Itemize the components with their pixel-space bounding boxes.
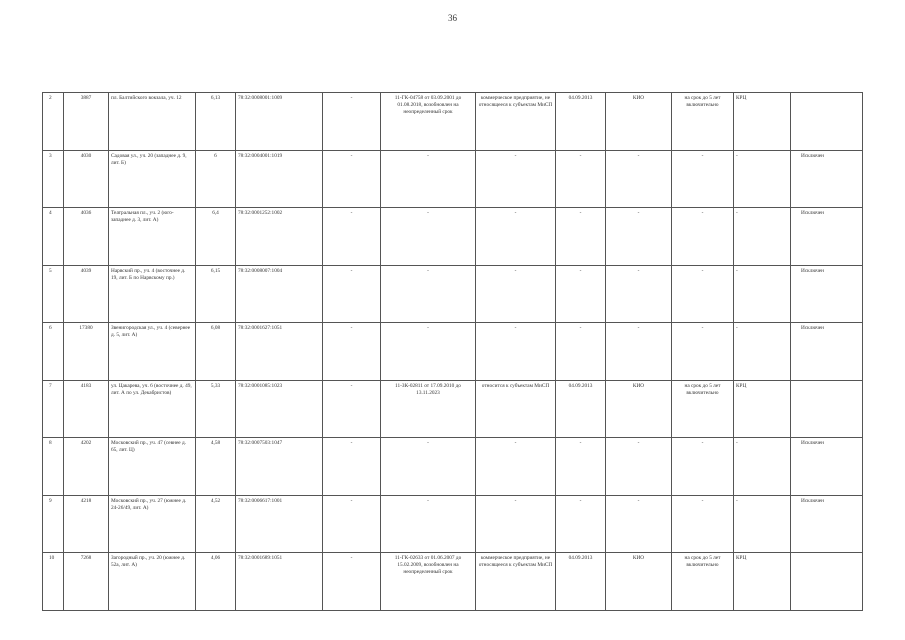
date-cell: - <box>556 323 606 381</box>
address-cell: Садовая ул., уч. 20 (западнее д. 9, лит. Б) <box>109 150 196 208</box>
object-id-cell: 3887 <box>64 93 109 151</box>
authority-cell: КИО <box>606 553 672 611</box>
organizer-cell: КРЦ <box>734 380 791 438</box>
column-5-cell: - <box>323 93 381 151</box>
registry-body <box>43 93 863 611</box>
cadastral-number-cell: 78:32:0001627:1051 <box>236 323 323 381</box>
column-5-cell: - <box>323 323 381 381</box>
contract-cell: - <box>381 265 476 323</box>
row-number-cell: 10 <box>43 553 64 611</box>
column-5-cell: - <box>323 265 381 323</box>
contract-cell: 11-ГК-02633 от 01.06.2007 до 15.02.2009, возобновлен на неопределенный срок <box>381 553 476 611</box>
note-cell: Исключен <box>791 495 863 553</box>
authority-cell: - <box>606 208 672 266</box>
object-id-cell: 4036 <box>64 208 109 266</box>
address-cell: Московский пр., уч. 47 (севнее д. 65, лит. Ц) <box>109 438 196 496</box>
note-cell: Исключен <box>791 208 863 266</box>
cadastral-number-cell: 78:32:0007503:1047 <box>236 438 323 496</box>
area-cell: 6,13 <box>196 93 236 151</box>
object-id-cell: 4039 <box>64 265 109 323</box>
table-row <box>43 495 863 553</box>
tenant-category-cell: коммерческое предприятие, не относящееся к субъектам МиСП <box>476 553 556 611</box>
authority-cell: - <box>606 495 672 553</box>
date-cell: - <box>556 150 606 208</box>
note-cell: Исключен <box>791 438 863 496</box>
authority-cell: - <box>606 150 672 208</box>
address-cell: Нарвский пр., уч. 4 (восточнее д. 19, лит. Б по Нарвскому пр.) <box>109 265 196 323</box>
area-cell: 4,58 <box>196 438 236 496</box>
note-cell: Исключен <box>791 265 863 323</box>
table-row <box>43 93 863 151</box>
organizer-cell: КРЦ <box>734 93 791 151</box>
term-cell: на срок до 5 лет включительно <box>672 553 734 611</box>
organizer-cell: - <box>734 150 791 208</box>
date-cell: 04.09.2013 <box>556 93 606 151</box>
date-cell: - <box>556 265 606 323</box>
cadastral-number-cell: 78:32:0001085:1023 <box>236 380 323 438</box>
organizer-cell: - <box>734 265 791 323</box>
address-cell: Звенигородская ул., уч. 4 (севернее д. 5, лит. А) <box>109 323 196 381</box>
organizer-cell: - <box>734 323 791 381</box>
tenant-category-cell: - <box>476 323 556 381</box>
authority-cell: - <box>606 265 672 323</box>
cadastral-number-cell: 78:32:0001689:1051 <box>236 553 323 611</box>
note-cell <box>791 380 863 438</box>
object-id-cell: 4218 <box>64 495 109 553</box>
term-cell: - <box>672 208 734 266</box>
column-5-cell: - <box>323 438 381 496</box>
area-cell: 6,4 <box>196 208 236 266</box>
cadastral-number-cell: 78:32:0004001:1019 <box>236 150 323 208</box>
tenant-category-cell: - <box>476 150 556 208</box>
contract-cell: - <box>381 150 476 208</box>
contract-cell: - <box>381 323 476 381</box>
row-number-cell: 2 <box>43 93 64 151</box>
contract-cell: - <box>381 438 476 496</box>
row-number-cell: 7 <box>43 380 64 438</box>
term-cell: на срок до 5 лет включительно <box>672 93 734 151</box>
column-5-cell: - <box>323 553 381 611</box>
term-cell: - <box>672 495 734 553</box>
cadastral-number-cell: 78:32:0008001:1009 <box>236 93 323 151</box>
table-row <box>43 553 863 611</box>
authority-cell: - <box>606 438 672 496</box>
date-cell: 04.09.2013 <box>556 553 606 611</box>
organizer-cell: - <box>734 495 791 553</box>
term-cell: - <box>672 438 734 496</box>
contract-cell: 11-ЗК-02811 от 17.09.2010 до 13.11.2023 <box>381 380 476 438</box>
tenant-category-cell: относится к субъектам МиСП <box>476 380 556 438</box>
address-cell: Московский пр., уч. 27 (южнее д. 24-26/49, лит. А) <box>109 495 196 553</box>
note-cell <box>791 553 863 611</box>
contract-cell: 11-ГК-04758 от 03.09.2001 до 01.08.2018, возобновлен на неопределенный срок <box>381 93 476 151</box>
organizer-cell: - <box>734 438 791 496</box>
row-number-cell: 8 <box>43 438 64 496</box>
tenant-category-cell: - <box>476 438 556 496</box>
authority-cell: КИО <box>606 93 672 151</box>
table-row <box>43 265 863 323</box>
address-cell: ул. Цакарева, уч. 6 (восточнее д. 49, лит. А по ул. Декабристов) <box>109 380 196 438</box>
column-5-cell: - <box>323 495 381 553</box>
term-cell: - <box>672 150 734 208</box>
contract-cell: - <box>381 495 476 553</box>
row-number-cell: 6 <box>43 323 64 381</box>
registry-table <box>42 92 863 611</box>
authority-cell: КИО <box>606 380 672 438</box>
table-row <box>43 150 863 208</box>
object-id-cell: 4202 <box>64 438 109 496</box>
organizer-cell: - <box>734 208 791 266</box>
column-5-cell: - <box>323 208 381 266</box>
cadastral-number-cell: 78:32:0001252:1002 <box>236 208 323 266</box>
address-cell: пл. Балтийского вокзала, уч. 12 <box>109 93 196 151</box>
column-5-cell: - <box>323 380 381 438</box>
table-row <box>43 323 863 381</box>
row-number-cell: 4 <box>43 208 64 266</box>
note-cell <box>791 93 863 151</box>
tenant-category-cell: - <box>476 265 556 323</box>
page-number: 36 <box>448 13 457 23</box>
term-cell: - <box>672 323 734 381</box>
cadastral-number-cell: 78:32:0008007:1004 <box>236 265 323 323</box>
object-id-cell: 4030 <box>64 150 109 208</box>
note-cell: Исключен <box>791 323 863 381</box>
address-cell: Загородный пр., уч. 20 (южнее д. 52а, лит. А) <box>109 553 196 611</box>
term-cell: на срок до 5 лет включительно <box>672 380 734 438</box>
row-number-cell: 5 <box>43 265 64 323</box>
cadastral-number-cell: 78:32:0006617:1001 <box>236 495 323 553</box>
term-cell: - <box>672 265 734 323</box>
area-cell: 6,08 <box>196 323 236 381</box>
area-cell: 4,52 <box>196 495 236 553</box>
row-number-cell: 3 <box>43 150 64 208</box>
area-cell: 6 <box>196 150 236 208</box>
date-cell: - <box>556 495 606 553</box>
column-5-cell: - <box>323 150 381 208</box>
note-cell: Исключен <box>791 150 863 208</box>
table-row <box>43 380 863 438</box>
row-number-cell: 9 <box>43 495 64 553</box>
area-cell: 4,06 <box>196 553 236 611</box>
object-id-cell: 17380 <box>64 323 109 381</box>
object-id-cell: 4183 <box>64 380 109 438</box>
tenant-category-cell: - <box>476 208 556 266</box>
contract-cell: - <box>381 208 476 266</box>
table-row <box>43 208 863 266</box>
tenant-category-cell: коммерческое предприятие, не относящееся к субъектам МиСП <box>476 93 556 151</box>
object-id-cell: 7268 <box>64 553 109 611</box>
area-cell: 6,15 <box>196 265 236 323</box>
date-cell: 04.09.2013 <box>556 380 606 438</box>
area-cell: 5,33 <box>196 380 236 438</box>
organizer-cell: КРЦ <box>734 553 791 611</box>
date-cell: - <box>556 208 606 266</box>
tenant-category-cell: - <box>476 495 556 553</box>
address-cell: Театральная пл., уч. 2 (юго-западнее д. 3, лит. А) <box>109 208 196 266</box>
table-row <box>43 438 863 496</box>
authority-cell: - <box>606 323 672 381</box>
date-cell: - <box>556 438 606 496</box>
